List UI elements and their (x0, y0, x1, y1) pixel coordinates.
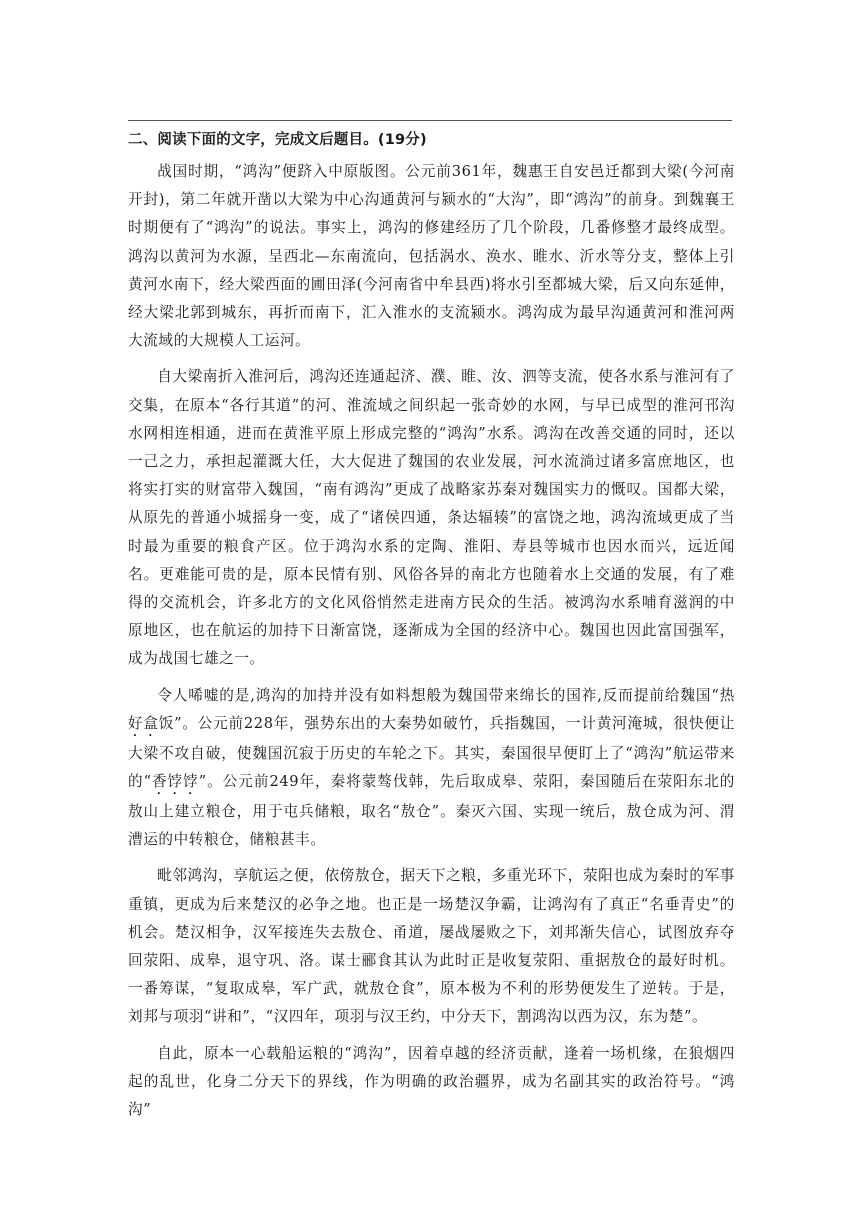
paragraph-3 (128, 682, 735, 855)
emphasized-phrase-hot-leftovers: 好盒 (128, 714, 159, 732)
paragraph-5: 自此，原本一心载船运粮的“鸿沟”，因着卓越的经济贡献，逢着一场机缘，在狼烟四起的乱世，化身二分天下的界线，作为明确的政治疆界，成为名副其实的政治符号。“鸿沟” (128, 1044, 735, 1119)
paragraph-3-text-start: 令人唏嘘的是,鸿沟的加持并没有如料想般为魏国带来绵长的国祚,反而提前给魏国“热 (157, 686, 735, 704)
paragraph-3-text-middle: 饭”。公元前228年，强势东出的大秦势如破竹，兵指魏国，一计黄河淹城，很快便让大梁不攻自破，使魏国沉寂于历史的车轮之下。其实，秦国很早便盯上了“鸿沟”航运带来的“ (128, 714, 736, 791)
paragraph-2: 自大梁南折入淮河后，鸿沟还连通起济、濮、睢、汝、泗等支流，使各水系与淮河有了交集，在原本“各行其道”的河、淮流域之间织起一张奇妙的水网，与早已成型的淮河邗沟水网相连相通，进而在黄淮平原上形成完整的“鸿沟”水系。鸿沟在改善交通的同时，还以一己之力，承担起灌溉大任，大大促进了魏国的农业发展，河水流淌过诸多富庶地区，也将实打实的财富带入魏国，“南有鸿沟”更成了战略家苏秦对魏国实力的慨叹。国都大梁，从原先的普通小城摇身一变，成了“诸侯四通，条达辐辏”的富饶之地，鸿沟流域更成了当时最为重要的粮食产区。位于鸿沟水系的定陶、淮阳、寿县等城市也因水而兴，远近闻名。更难能可贵的是，原本民情有别、风俗各异的南北方也随着水上交通的发展，有了难得的交流机会，许多北方的文化风俗悄然走进南方民众的生活。被鸿沟水系哺育滋润的中原地区，也在航运的加持下日渐富饶，逐渐成为全国的经济中心。魏国也因此富国强军，成为战国七雄之一。 (128, 368, 735, 668)
emphasized-phrase-sweet-bun: 香饽饽 (151, 773, 199, 791)
reading-passage (128, 126, 735, 1124)
paragraph-1: 战国时期，“鸿沟”便跻入中原版图。公元前361年，魏惠王自安邑迁都到大梁(今河南开封)，第二年就开凿以大梁为中心沟通黄河与颍水的“大沟”，即“鸿沟”的前身。到魏襄王时期便有了“鸿沟”的说法。事实上，鸿沟的修建经历了几个阶段，几番修整才最终成型。鸿沟以黄河为水源，呈西北—东南流向，包括涡水、涣水、睢水、沂水等分支，整体上引黄河水南下，经大梁西面的圃田泽(今河南省中牟县西)将水引至都城大梁，后又向东延伸，经大梁北郭到城东，再折而南下，汇入淮水的支流颍水。鸿沟成为最早沟通黄河和淮河两大流域的大规模人工运河。 (128, 163, 735, 350)
section-heading: 二、阅读下面的文字，完成文后题目。(19分) (128, 132, 427, 148)
paragraph-3-text-end: ”。公元前249年，秦将蒙骜伐韩，先后取成皋、荥阳，秦国随后在荥阳东北的敖山上建立粮仓，用于屯兵储粮，取名“敖仓”。秦灭六国、实现一统后，敖仓成为河、渭漕运的中转粮仓，储粮甚丰。 (128, 773, 736, 849)
paragraph-4: 毗邻鸿沟，享航运之便，依傍敖仓，据天下之粮，多重光环下，荥阳也成为秦时的军事重镇，更成为后来楚汉的必争之地。也正是一场楚汉争霸，让鸿沟有了真正“名垂青史”的机会。楚汉相争，汉军接连失去敖仓、甬道，屡战屡败之下，刘邦渐失信心，试图放弃夺回荥阳、成皋，退守巩、洛。谋士郦食其认为此时正是收复荥阳、重据敖仓的最好时机。一番筹谋，“复取成皋，军广武，就敖仓食”，原本极为不利的形势便发生了逆转。于是，刘邦与项羽“讲和”，“汉四年，项羽与汉王约，中分天下，割鸿沟以西为汉，东为楚”。 (128, 867, 735, 1026)
top-divider (128, 120, 732, 121)
